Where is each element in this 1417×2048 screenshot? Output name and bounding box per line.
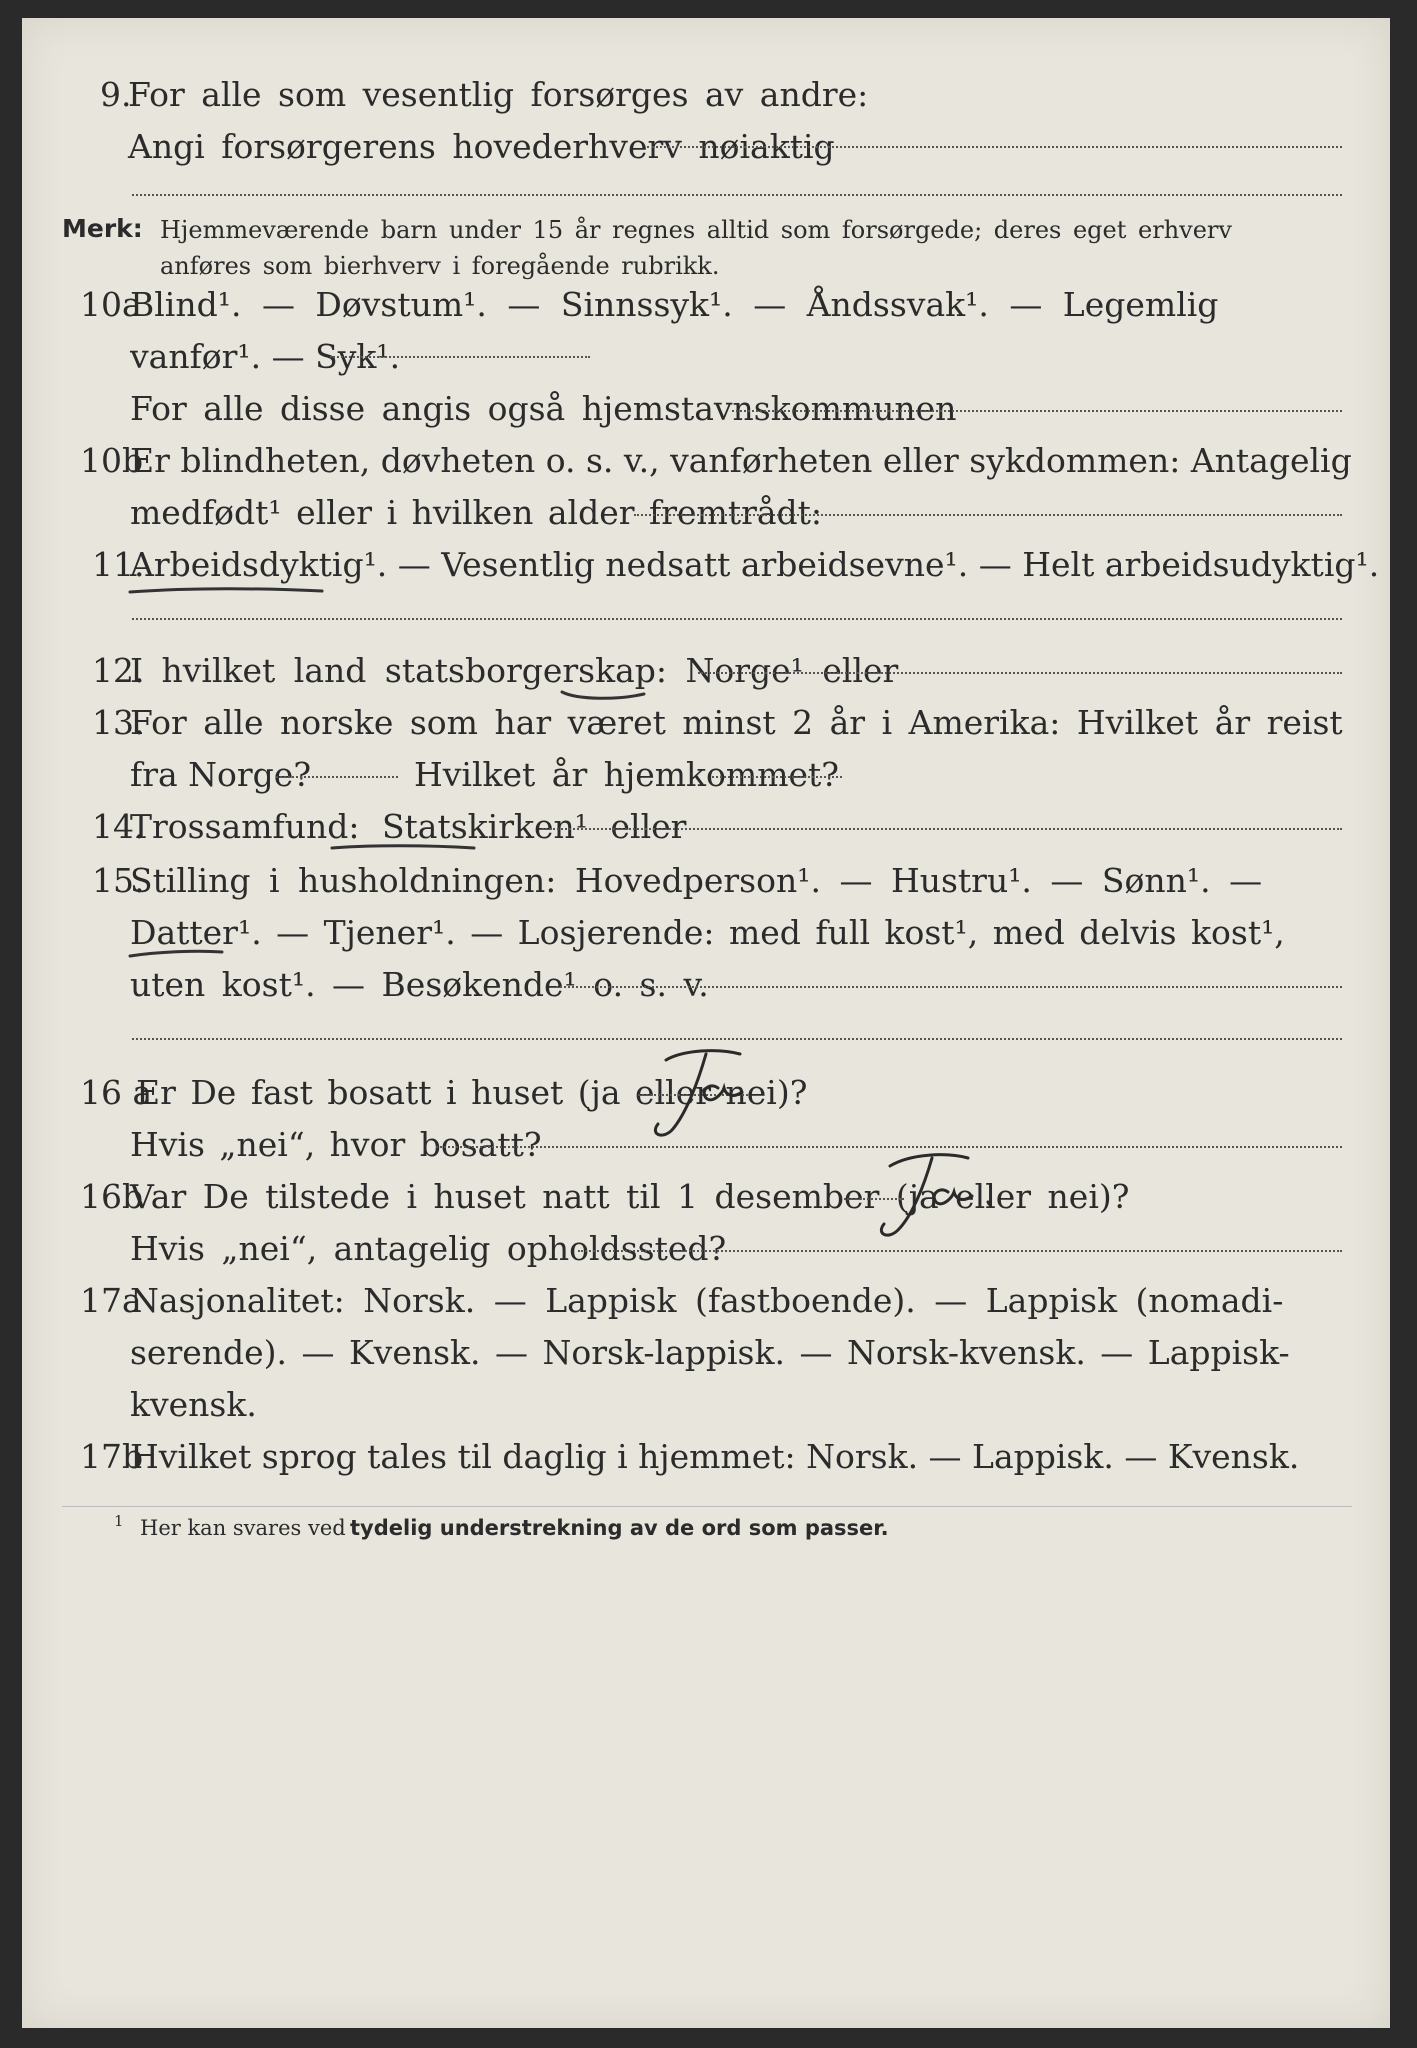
q10a-line3: For alle disse angis også hjemstavnskommunen: [130, 389, 957, 428]
item-number-14: 14.: [92, 807, 145, 846]
census-form-page: [22, 18, 1390, 2028]
q16b-line2: Hvis „nei“, antagelig opholdssted?: [130, 1229, 727, 1268]
item-number-11: 11.: [92, 545, 145, 584]
item-number-17b: 17b: [80, 1437, 144, 1476]
q13-line1: For alle norske som har været minst 2 år i Amerika: Hvilket år reist: [130, 703, 1343, 742]
q17a-line3: kvensk.: [130, 1385, 257, 1424]
handwritten-underline-statskirken: [328, 840, 478, 856]
item-number-17a: 17a: [80, 1281, 142, 1320]
footnote-bold-text: [350, 1516, 889, 1540]
q14-answer-line: [542, 828, 1342, 830]
q16b-answer: [22, 18, 23, 19]
handwritten-answer-16b: [868, 1144, 998, 1244]
q13-line2b: Hvilket år hjemkommet?: [414, 755, 839, 794]
item-number-9: 9.: [100, 75, 132, 114]
q10a-answer-line: [330, 356, 590, 358]
q15-line2: Datter¹. — Tjener¹. — Losjerende: med full kost¹, med delvis kost¹,: [130, 913, 1285, 952]
handwritten-underline-arbeidsdyktig: [126, 582, 326, 598]
item-number-15: 15.: [92, 861, 145, 900]
q14-line1: Trossamfund: Statskirken¹ eller: [130, 807, 687, 846]
q16b-opholdssted-line: [578, 1250, 1342, 1252]
q15-line1: Stilling i husholdningen: Hovedperson¹. — Hustru¹. — Sønn¹. —: [130, 861, 1263, 900]
q10b-line1: Er blindheten, døvheten o. s. v., vanførheten eller sykdommen: Antagelig: [130, 441, 1352, 480]
q9-answer-line-2: [132, 194, 1342, 196]
item-number-12: 12.: [92, 651, 145, 690]
q17a-line1: Nasjonalitet: Norsk. — Lappisk (fastboende). — Lappisk (nomadi-: [130, 1281, 1284, 1320]
q15-answer-line-2: [132, 1038, 1342, 1040]
merk-line1: Hjemmeværende barn under 15 år regnes alltid som forsørgede; deres eget erhverv: [160, 216, 1232, 244]
q17b-line1: Hvilket sprog tales til daglig i hjemmet: Norsk. — Lappisk. — Kvensk.: [130, 1437, 1300, 1476]
item-number-13: 13.: [92, 703, 145, 742]
item-number-16a: 16 a: [80, 1073, 153, 1112]
q16a-line1: Er De fast bosatt i huset (ja eller nei)?: [136, 1073, 808, 1112]
q11-answer-line: [132, 618, 1342, 620]
q10a-hjemstavn-line: [732, 410, 1342, 412]
q15-line3: uten kost¹. — Besøkende¹ o. s. v.: [130, 965, 709, 1004]
handwritten-underline-norge: [558, 686, 648, 702]
handwritten-underline-datter: [126, 946, 226, 962]
handwritten-answer-16a: [648, 1042, 768, 1142]
q9-line2: Angi forsørgerens hovederhverv nøiaktig: [128, 127, 835, 166]
item-number-10b: 10b: [80, 441, 144, 480]
item-number-16b: 16b: [80, 1177, 144, 1216]
q16a-line2: Hvis „nei“, hvor bosatt?: [130, 1125, 542, 1164]
q9-line1: For alle som vesentlig forsørges av andre:: [128, 75, 869, 114]
q12-line1: I hvilket land statsborgerskap: Norge¹ eller: [130, 651, 899, 690]
footnote-mark: 1: [114, 1512, 124, 1530]
q11-line1: Arbeidsdyktig¹. — Vesentlig nedsatt arbeidsevne¹. — Helt arbeidsudyktig¹.: [130, 545, 1380, 584]
q9-answer-line: [647, 146, 1342, 148]
q10a-line1: Blind¹. — Døvstum¹. — Sinnssyk¹. — Åndssvak¹. — Legemlig: [130, 285, 1219, 324]
q17a-line2: serende). — Kvensk. — Norsk-lappisk. — Norsk-kvensk. — Lappisk-: [130, 1333, 1290, 1372]
merk-line2: anføres som bierhverv i foregående rubrikk.: [160, 252, 720, 280]
q10b-line2: medfødt¹ eller i hvilken alder fremtrådt:: [130, 493, 823, 532]
footnote-divider: [62, 1506, 1352, 1507]
q13-hjemkommet-line: [712, 776, 842, 778]
merk-label: Merk:: [62, 214, 143, 243]
q15-answer-line: [556, 986, 1342, 988]
footnote-text: Her kan svares ved: [140, 1516, 346, 1540]
footnote-bold: tydelig understrekning av de ord som passer.: [350, 1516, 889, 1540]
q13-line2a: fra Norge?: [130, 755, 312, 794]
q16b-line1: Var De tilstede i huset natt til 1 desember (ja eller nei)?: [130, 1177, 1130, 1216]
q12-answer-line: [698, 672, 1342, 674]
q10a-line2: vanfør¹. — Syk¹.: [130, 337, 401, 376]
item-number-10a: 10a: [80, 285, 142, 324]
q13-reist-line: [276, 776, 398, 778]
q10b-answer-line: [634, 514, 1342, 516]
